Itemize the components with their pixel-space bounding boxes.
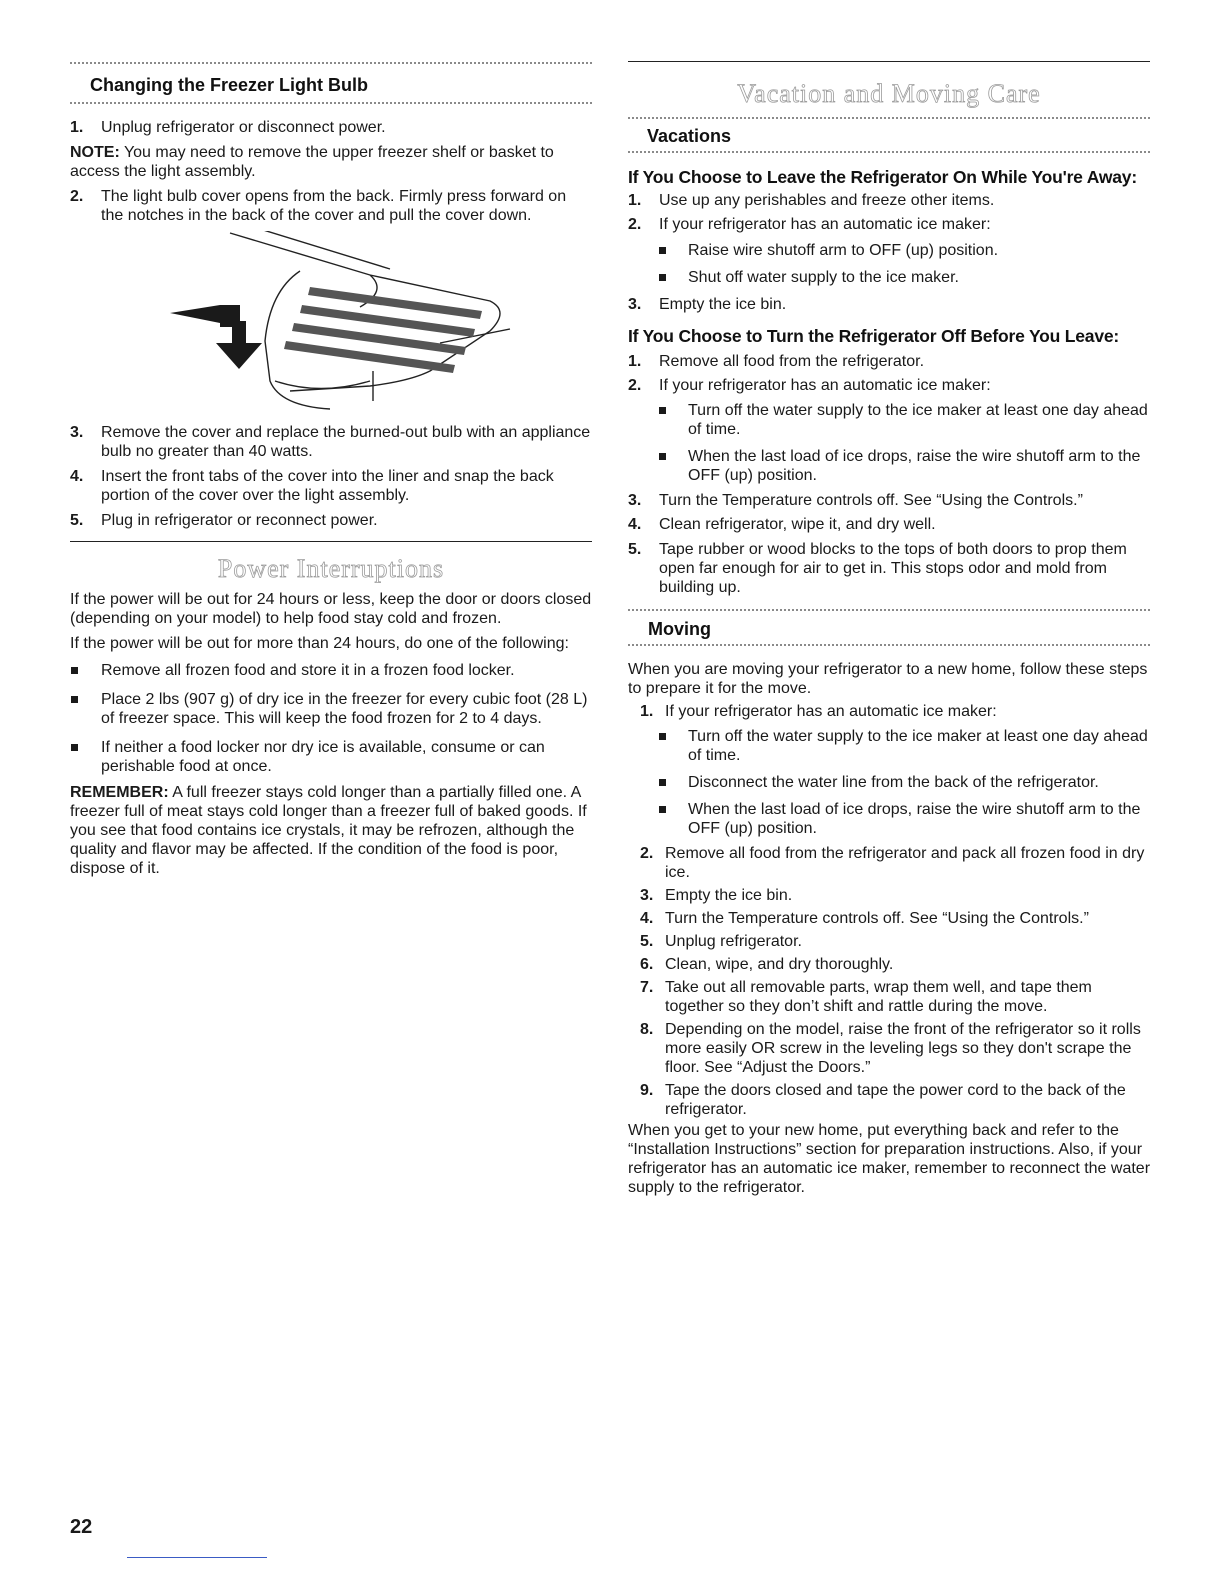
moving-step-6: 6. Clean, wipe, and dry thoroughly. — [640, 956, 894, 973]
heading-rule-top — [628, 117, 1150, 119]
heading-rule-top — [628, 609, 1150, 611]
heading-rule-top — [70, 62, 592, 64]
power-bullet: Place 2 lbs (907 g) of dry ice in the freezer for every cubic foot (28 L) of freezer space. This will keep the food frozen for 2 to 4 days. — [70, 690, 592, 728]
light-bulb-step-1: 1. Unplug refrigerator or disconnect power. — [70, 119, 386, 136]
moving-step-7: 7. Take out all removable parts, wrap them well, and tape them together so they don’t shift and rattle during the move. — [640, 979, 1092, 1015]
footer-rule — [127, 1557, 267, 1558]
moving-step-8: 8. Depending on the model, raise the front of the refrigerator so it rolls more easily OR screw in the leveling legs so they don't scrape the floor. See “Adjust the Doors.” — [640, 1021, 1141, 1076]
moving-outro: When you get to your new home, put everything back and refer to the “Installation Instructions” section for preparation instructions. Also, if your refrigerator has an automatic ice maker, remember to reconnect the water supply to the refrigerator. — [628, 1122, 1151, 1196]
moving-step-2: 2. Remove all food from the refrigerator and pack all frozen food in dry ice. — [640, 845, 1145, 881]
moving-intro: When you are moving your refrigerator to a new home, follow these steps to prepare it for the move. — [628, 661, 1148, 697]
leave-on-step-2: 2. If your refrigerator has an automatic ice maker: — [628, 216, 991, 233]
heading-rule-bottom — [628, 151, 1150, 153]
leave-on-bullet: Raise wire shutoff arm to OFF (up) position. — [628, 241, 1150, 260]
vacation-moving-title: Vacation and Moving Care — [737, 79, 1041, 108]
power-paragraph-2: If the power will be out for more than 24 hours, do one of the following: — [70, 635, 569, 652]
power-bullet: Remove all frozen food and store it in a frozen food locker. — [70, 661, 592, 680]
turn-off-bullet: Turn off the water supply to the ice maker at least one day ahead of time. — [628, 401, 1150, 439]
light-bulb-step-2: 2. The light bulb cover opens from the back. Firmly press forward on the notches in the back of the cover and pull the cover down. — [70, 188, 567, 224]
turn-off-bullet: When the last load of ice drops, raise the wire shutoff arm to the OFF (up) position. — [628, 447, 1150, 485]
moving-step-4: 4. Turn the Temperature controls off. See “Using the Controls.” — [640, 910, 1089, 927]
turn-off-step-3: 3. Turn the Temperature controls off. See “Using the Controls.” — [628, 492, 1083, 509]
light-cover-illustration — [70, 231, 592, 421]
moving-bullet: Disconnect the water line from the back of the refrigerator. — [628, 773, 1150, 792]
turn-off-step-1: 1. Remove all food from the refrigerator. — [628, 353, 925, 370]
turn-off-step-5: 5. Tape rubber or wood blocks to the tops of both doors to prop them open far enough for air to get in. This stops odor and mold from building up. — [628, 541, 1127, 596]
light-bulb-note: NOTE: You may need to remove the upper freezer shelf or basket to access the light assembly. — [70, 144, 554, 180]
moving-step-3: 3. Empty the ice bin. — [640, 887, 793, 904]
power-bullet: If neither a food locker nor dry ice is available, consume or can perishable food at once. — [70, 738, 592, 776]
section-rule — [70, 541, 592, 542]
moving-heading: Moving — [648, 619, 711, 639]
leave-on-step-1: 1. Use up any perishables and freeze other items. — [628, 192, 995, 209]
heading-rule-bottom — [70, 102, 592, 104]
left-column — [70, 0, 592, 878]
light-bulb-step-5: 5. Plug in refrigerator or reconnect power. — [70, 512, 378, 529]
light-bulb-step-3: 3. Remove the cover and replace the burned-out bulb with an appliance bulb no greater than 40 watts. — [70, 424, 591, 460]
leave-on-step-3: 3. Empty the ice bin. — [628, 296, 787, 313]
moving-bullet: Turn off the water supply to the ice maker at least one day ahead of time. — [628, 727, 1150, 765]
leave-on-heading: If You Choose to Leave the Refrigerator On While You're Away: — [628, 167, 1137, 187]
moving-step-5: 5. Unplug refrigerator. — [640, 933, 802, 950]
turn-off-step-4: 4. Clean refrigerator, wipe it, and dry well. — [628, 516, 936, 533]
right-column — [628, 0, 1150, 1197]
heading-rule-bottom — [628, 644, 1150, 646]
remember-paragraph: REMEMBER: A full freezer stays cold longer than a partially filled one. A freezer full of meat stays cold longer than a freezer full of baked goods. If you see that food contains ice crystals, it may be refrozen, although the quality and flavor may be affected. If the condition of the food is poor, dispose of it. — [70, 784, 587, 877]
section-rule — [628, 61, 1150, 62]
page-number: 22 — [70, 1516, 93, 1538]
moving-bullet: When the last load of ice drops, raise the wire shutoff arm to the OFF (up) position. — [628, 800, 1150, 838]
light-bulb-heading: Changing the Freezer Light Bulb — [90, 75, 368, 95]
vacations-heading: Vacations — [647, 126, 732, 146]
moving-step-9: 9. Tape the doors closed and tape the power cord to the back of the refrigerator. — [640, 1082, 1126, 1118]
turn-off-step-2: 2. If your refrigerator has an automatic ice maker: — [628, 377, 991, 394]
turn-off-heading: If You Choose to Turn the Refrigerator Off Before You Leave: — [628, 326, 1120, 346]
leave-on-bullet: Shut off water supply to the ice maker. — [628, 268, 1150, 287]
light-bulb-step-4: 4. Insert the front tabs of the cover into the liner and snap the back portion of the cover over the light assembly. — [70, 468, 554, 504]
power-paragraph-1: If the power will be out for 24 hours or less, keep the door or doors closed (depending on your model) to help food stay cold and frozen. — [70, 591, 592, 627]
moving-step-1: 1. If your refrigerator has an automatic ice maker: — [640, 703, 997, 720]
power-interruptions-title: Power Interruptions — [217, 554, 445, 583]
